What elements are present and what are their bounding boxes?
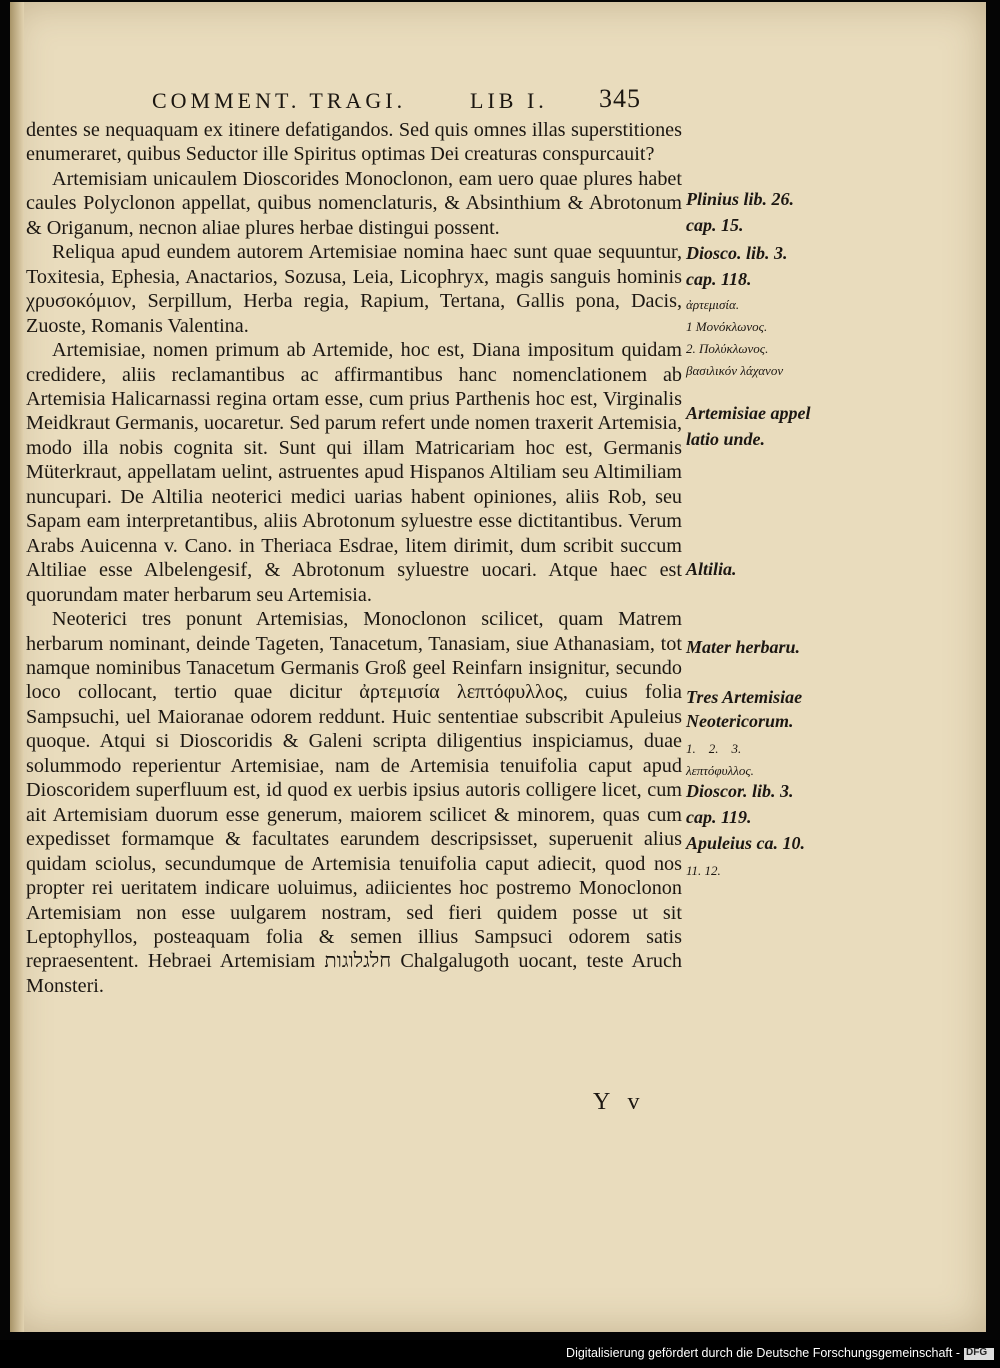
marginal-note: Artemisiae appel [686, 403, 811, 423]
marginal-note: 1 Μονόκλωνος. [686, 319, 768, 334]
paragraph: dentes se nequaquam ex itinere defatigandos. Sed quis omnes illas superstitiones enumeraret, quibus Seductor ille Spiritus optimas Dei creaturas conspurcauit? [26, 119, 682, 166]
dfg-logo: DFG [964, 1348, 994, 1360]
marginal-note: Apuleius ca. 10. [686, 833, 806, 853]
marginal-note: Plinius lib. 26. [686, 189, 795, 209]
catchword: Y v [593, 1089, 646, 1115]
marginal-note: Dioscor. lib. 3. [686, 781, 794, 801]
marginal-note: ἀρτεμισία. [686, 297, 740, 312]
marginal-note: Mater herbaru. [686, 637, 801, 657]
paragraph: Neoterici tres ponunt Artemisias, Monoclonon scilicet, quam Matrem herbarum nominant, deinde Tageten, Tanacetum, Tanasiam, siue Athanasiam, tot namque nominibus Tanacetum Germanis Groß geel Reinfarn insignitur, secundo loco collocant, tertio quae dicitur ἀρτεμισία λεπτόφυλλος, cuius folia Sampsuchi, uel Maioranae odorem reddunt. Huic sententiae subscribit Apuleius quoque. Atqui si Dioscoridis & Galeni scripta diligentius inspiciamus, duae solummodo reperientur Artemisiae, nam de Artemisia tenuifolia caput apud Dioscoridem superfluum est, id quod ex uerbis ipsius autoris colligere licet, cum ait Artemisiam duorum esse generum, maiorem scilicet & minorem, quas cum expedisset formamque & facultates earundem descripsisset, superuenit alius quidam sciolus, secundumque de Artemisia tenuifolia caput adiecit, quod nos propter rei ueritatem indicare uoluimus, adiicientes hoc postremo Monoclonon Artemisiam non esse uulgarem nostram, sed fieri quidem posse ut sit Leptophyllos, posteaquam folia & semen illius Sampsuci odorem satis repraesentent. Hebraei Artemisiam חלגלוגות Chalgalugoth uocant, teste Aruch Monsteri. [26, 608, 682, 997]
footer-bar [0, 1340, 1000, 1368]
funding-credit: Digitalisierung gefördert durch die Deutsche Forschungsgemeinschaft - [566, 1346, 960, 1360]
paragraph: Reliqua apud eundem autorem Artemisiae nomina haec sunt quae sequuntur, Toxitesia, Ephesia, Anactarios, Sozusa, Leia, Licophryx, magis sanguis hominis χρυσοκόμιον, Serpillum, Herba regia, Rapium, Tertana, Gallis pona, Dacis, Zuoste, Romanis Valentina. [26, 241, 682, 337]
paragraph: Artemisiae, nomen primum ab Artemide, hoc est, Diana impositum quidam credidere, aliis reclamantibus ac affirmantibus hanc nomenclationem ab Artemisia Halicarnassi regina ortam esse, cum prius Parthenis hoc est, Virginalis Meidkraut Germanis, uocaretur. Sed parum refert unde nomen traxerit Artemisia, modo illa nobis cognita sit. Sunt qui illam Matricariam hoc est, Germanis Müterkraut, appellatam uelint, astruentes apud Hispanos Altiliam seu Altimiliam nuncupari. De Altilia neoterici medici uarias habent opiniones, aliis Rob, seu Sapam eam interpretantibus, aliis Abrotonum syluestre esse dictitantibus. Verum Arabs Auicenna v. Cano. in Theriaca Esdrae, litem dirimit, dum scribit succum Altiliae esse Albelengesif, & Abrotonum syluestre uocari. Atque haec est quorundam mater herbarum seu Artemisia. [26, 339, 682, 606]
marginal-note: 2. Πολύκλωνος. [686, 341, 769, 356]
marginal-note: 1. 2. 3. [686, 741, 742, 756]
marginal-note: Diosco. lib. 3. [686, 243, 788, 263]
running-title: COMMENT. TRAGI. [152, 88, 407, 113]
marginal-note: cap. 119. [686, 807, 752, 827]
marginal-note: Neotericorum. [686, 711, 794, 731]
running-header [152, 84, 672, 118]
page-gutter [10, 2, 24, 1332]
marginal-note: βασιλικόν λάχανον [686, 363, 784, 378]
marginal-note: cap. 118. [686, 269, 752, 289]
page-number: 345 [599, 84, 641, 113]
marginal-note: cap. 15. [686, 215, 744, 235]
marginal-note: latio unde. [686, 429, 766, 449]
book-number: LIB I. [470, 88, 548, 113]
book-page [10, 2, 986, 1332]
marginal-note: 11. 12. [686, 863, 721, 878]
marginal-note: λεπτόφυλλος. [686, 763, 754, 778]
main-text-block [26, 118, 682, 998]
marginal-note: Altilia. [686, 559, 737, 579]
marginal-note: Tres Artemisiae [686, 687, 803, 707]
paragraph: Artemisiam unicaulem Dioscorides Monoclonon, eam uero quae plures habet caules Polyclonon appellat, quibus nomenclaturis, & Absinthium & Abrotonum & Origanum, necnon aliae plures herbae distingui possent. [26, 167, 682, 239]
